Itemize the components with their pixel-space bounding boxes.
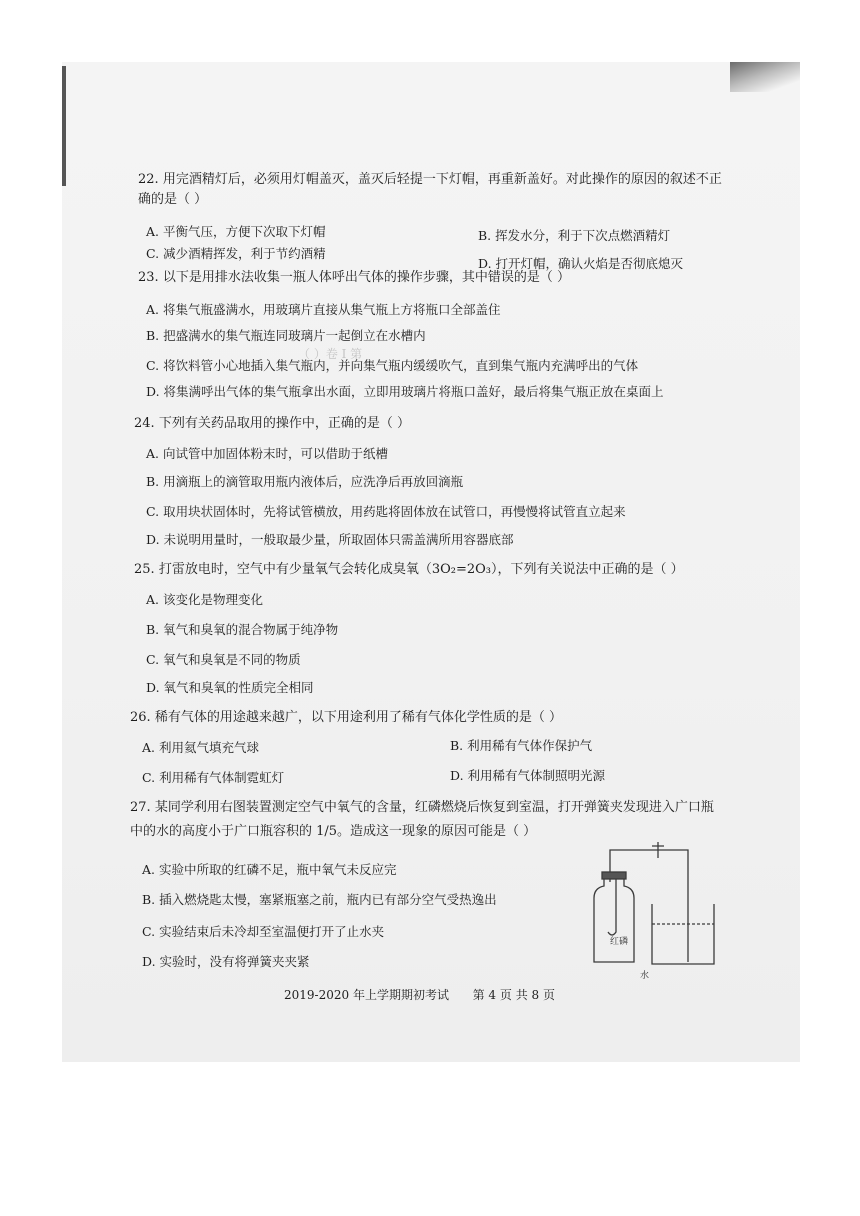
question-22-line1: [138, 172, 722, 188]
question-22-option-c: C. 减少酒精挥发，利于节约酒精: [146, 246, 326, 261]
question-23-option-b: B. 把盛满水的集气瓶连同玻璃片一起倒立在水槽内: [146, 328, 426, 343]
question-25-line1: [134, 562, 684, 578]
question-stem: 某同学利用右图装置测定空气中氧气的含量，红磷燃烧后恢复到室温，打开弹簧夹发现进入广口瓶: [154, 800, 714, 815]
footer-page-number: 第 4 页 共 8 页: [472, 988, 555, 1002]
question-stem: 以下是用排水法收集一瓶人体呼出气体的操作步骤，其中错误的是（ ）: [162, 270, 570, 285]
question-25-option-a: A. 该变化是物理变化: [146, 592, 263, 607]
question-23-line1: [138, 270, 570, 286]
question-26-option-b: B. 利用稀有气体作保护气: [450, 738, 593, 753]
question-26-option-c: C. 利用稀有气体制霓虹灯: [142, 770, 285, 785]
beaker: [652, 904, 714, 964]
question-23-option-a: A. 将集气瓶盛满水，用玻璃片直接从集气瓶上方将瓶口全部盖住: [146, 302, 501, 317]
question-27-line2: 中的水的高度小于广口瓶容积的 1/5。造成这一现象的原因可能是（ ）: [130, 824, 537, 839]
combustion-spoon: [608, 879, 616, 935]
wide-mouth-bottle: [594, 878, 634, 962]
oxygen-apparatus-diagram: [580, 832, 720, 984]
scan-edge: [62, 66, 66, 186]
label-water: 水: [640, 970, 650, 980]
question-stem: 稀有气体的用途越来越广，以下用途利用了稀有气体化学性质的是（ ）: [154, 710, 562, 725]
label-red-phosphorus: 红磷: [610, 936, 629, 946]
question-stem: 打雷放电时，空气中有少量氧气会转化成臭氧（3O₂=2O₃），下列有关说法中正确的是（ ）: [158, 562, 684, 577]
question-24-option-b: B. 用滴瓶上的滴管取用瓶内液体后，应洗净后再放回滴瓶: [146, 474, 464, 489]
question-number: 26.: [130, 710, 151, 725]
question-24-line1: [134, 416, 410, 432]
question-26-line1: [130, 710, 562, 726]
page-footer: [284, 986, 555, 1003]
bottle-stopper: [602, 872, 626, 879]
footer-exam-title: 2019-2020 年上学期期初考试: [284, 988, 449, 1002]
question-number: 25.: [134, 562, 155, 577]
question-27-option-a: A. 实验中所取的红磷不足，瓶中氧气未反应完: [142, 862, 397, 877]
question-27-option-d: D. 实验时，没有将弹簧夹夹紧: [142, 954, 310, 969]
question-23-option-c: C. 将饮料管小心地插入集气瓶内，并向集气瓶内缓缓吹气，直到集气瓶内充满呼出的气体: [146, 358, 639, 373]
question-number: 27.: [130, 800, 151, 815]
question-23-option-d: D. 将集满呼出气体的集气瓶拿出水面，立即用玻璃片将瓶口盖好，最后将集气瓶正放在桌面上: [146, 384, 664, 399]
question-number: 24.: [134, 416, 155, 431]
question-22-line2: 确的是（ ）: [138, 192, 208, 207]
scan-shadow: [730, 62, 800, 92]
question-number: 23.: [138, 270, 159, 285]
question-22-option-a: A. 平衡气压，方便下次取下灯帽: [146, 224, 326, 239]
bleed-through-text: （ ）卷 Ⅰ 第: [298, 347, 363, 361]
question-27-line1: [130, 800, 714, 816]
question-26-option-d: D. 利用稀有气体制照明光源: [450, 768, 606, 783]
question-stem: 下列有关药品取用的操作中，正确的是（ ）: [158, 416, 410, 431]
question-22-option-d: D. 打开灯帽，确认火焰是否彻底熄灭: [478, 256, 684, 271]
question-24-option-d: D. 未说明用量时，一般取最少量，所取固体只需盖满所用容器底部: [146, 532, 514, 547]
question-27-option-b: B. 插入燃烧匙太慢，塞紧瓶塞之前，瓶内已有部分空气受热逸出: [142, 892, 497, 907]
question-25-option-b: B. 氧气和臭氧的混合物属于纯净物: [146, 622, 339, 637]
question-22-option-b: B. 挥发水分，利于下次点燃酒精灯: [478, 228, 671, 243]
question-25-option-c: C. 氧气和臭氧是不同的物质: [146, 652, 301, 667]
question-26-option-a: A. 利用氦气填充气球: [142, 740, 259, 755]
question-number: 22.: [138, 172, 159, 187]
question-24-option-a: A. 向试管中加固体粉末时，可以借助于纸槽: [146, 446, 388, 461]
question-27-option-c: C. 实验结束后未冷却至室温便打开了止水夹: [142, 924, 385, 939]
question-24-option-c: C. 取用块状固体时，先将试管横放，用药匙将固体放在试管口，再慢慢将试管直立起来: [146, 504, 626, 519]
question-25-option-d: D. 氧气和臭氧的性质完全相同: [146, 680, 314, 695]
question-stem: 用完酒精灯后，必须用灯帽盖灭，盖灭后轻提一下灯帽，再重新盖好。对此操作的原因的叙述不正: [162, 172, 722, 187]
